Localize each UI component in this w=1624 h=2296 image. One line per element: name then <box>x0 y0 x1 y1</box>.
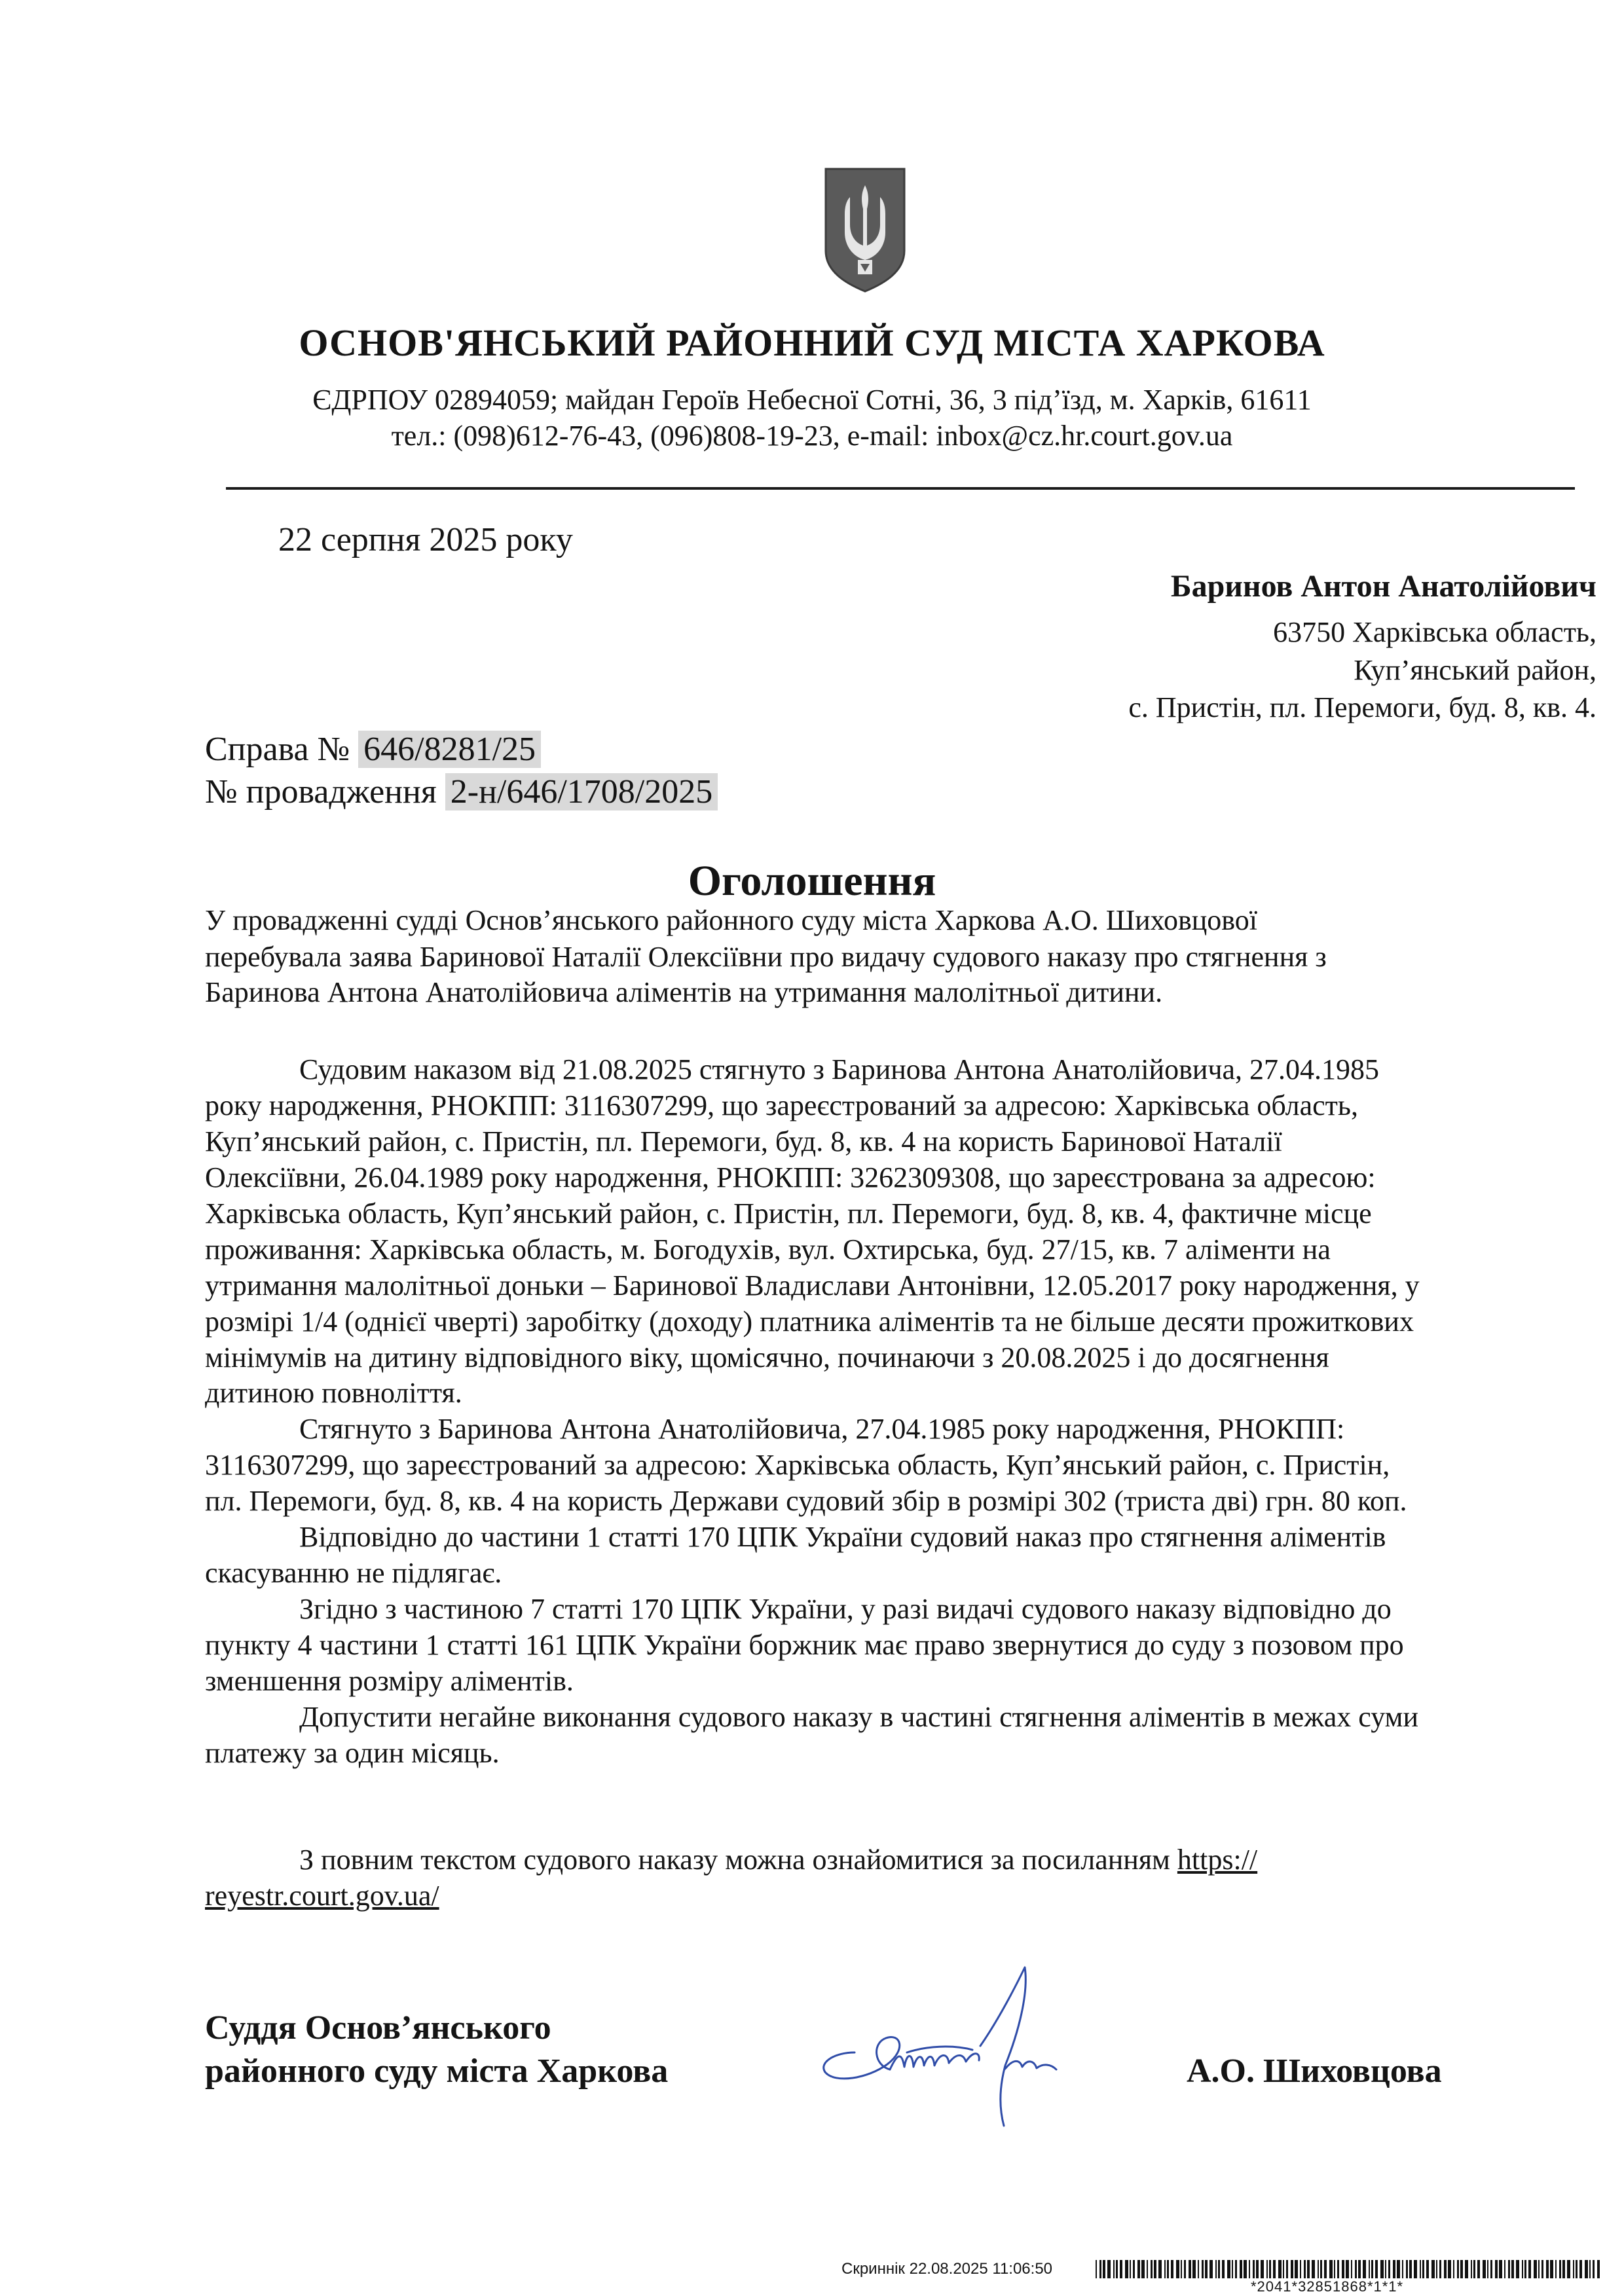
body-line: Відповідно до частини 1 статті 170 ЦПК України судовий наказ про стягнення аліментів <box>299 1521 1386 1553</box>
judge-title-line: районного суду міста Харкова <box>205 2052 669 2090</box>
body-line: Харківська область, Куп’янський район, с. Пристін, пл. Перемоги, буд. 8, кв. 4, фактичне місце <box>205 1197 1372 1230</box>
addressee-address-line: Куп’янський район, <box>1354 654 1596 686</box>
body-line: утримання малолітньої доньки – Баринової Владислави Антонівни, 12.05.2017 року народження, у <box>205 1269 1420 1302</box>
body-line: Олексіївни, 26.04.1989 року народження, РНОКПП: 3262309308, що зареєстрована за адресою: <box>205 1161 1376 1194</box>
registration-stamp: Скриннік 22.08.2025 11:06:50 <box>841 2260 1053 2278</box>
body-line: Баринова Антона Анатолійовича аліментів на утримання малолітньої дитини. <box>205 976 1163 1008</box>
barcode-icon <box>1096 2260 1600 2278</box>
judge-name: А.О. Шиховцова <box>1187 2052 1442 2090</box>
header-divider <box>226 487 1575 490</box>
body-line: розмірі 1/4 (однієї чверті) заробітку (доходу) платника аліментів та не більше десяти прожиткових <box>205 1305 1414 1338</box>
body-line: Стягнуто з Баринова Антона Анатолійовича, 27.04.1985 року народження, РНОКПП: <box>299 1413 1345 1445</box>
body-line: платежу за один місяць. <box>205 1737 500 1769</box>
body-line: пл. Перемоги, буд. 8, кв. 4 на користь Держави судовий збір в розмірі 302 (триста дві) грн. 80 коп. <box>205 1485 1407 1517</box>
document-title: Оголошення <box>688 857 936 905</box>
proceeding-number-line <box>205 773 718 811</box>
body-line: зменшення розміру аліментів. <box>205 1665 574 1697</box>
addressee-name: Баринов Антон Анатолійович <box>1170 569 1596 604</box>
body-line: 3116307299, що зареєстрований за адресою: Харківська область, Куп’янський район, с. Пристін, <box>205 1449 1390 1481</box>
addressee-address-line: с. Пристін, пл. Перемоги, буд. 8, кв. 4. <box>1128 691 1596 723</box>
body-line <box>299 1843 1257 1876</box>
body-line: дитиною повноліття. <box>205 1377 462 1409</box>
registry-link[interactable]: https:// <box>1177 1844 1258 1876</box>
body-line: У провадженні судді Основ’янського районного суду міста Харкова А.О. Шиховцової <box>205 904 1257 936</box>
judge-title-line: Суддя Основ’янського <box>205 2009 551 2047</box>
barcode-number: *2041*32851868*1*1* <box>1251 2278 1404 2295</box>
court-address: ЄДРПОУ 02894059; майдан Героїв Небесної Сотні, 36, 3 під’їзд, м. Харків, 61611 <box>312 384 1312 416</box>
registry-link-continued[interactable]: reyestr.court.gov.ua/ <box>205 1880 439 1912</box>
document-date: 22 серпня 2025 року <box>278 521 573 558</box>
body-line: скасуванню не підлягає. <box>205 1557 502 1589</box>
body-line: Куп’янський район, с. Пристін, пл. Перемоги, буд. 8, кв. 4 на користь Баринової Наталії <box>205 1125 1282 1157</box>
body-text: З повним текстом судового наказу можна ознайомитися за посиланням <box>299 1844 1177 1876</box>
proceeding-label: № провадження <box>205 773 445 811</box>
case-number-line <box>205 730 541 769</box>
body-line <box>205 1879 439 1912</box>
trident-emblem-icon <box>824 167 906 293</box>
body-line: Згідно з частиною 7 статті 170 ЦПК України, у разі видачі судового наказу відповідно до <box>299 1593 1392 1625</box>
body-line: перебувала заява Баринової Наталії Олексіївни про видачу судового наказу про стягнення з <box>205 941 1327 973</box>
body-line: пункту 4 частини 1 статті 161 ЦПК України боржник має право звернутися до суду з позовом про <box>205 1629 1404 1661</box>
body-line: проживання: Харківська область, м. Богодухів, вул. Охтирська, буд. 27/15, кв. 7 аліменти на <box>205 1233 1331 1266</box>
body-line: Судовим наказом від 21.08.2025 стягнуто з Баринова Антона Анатолійовича, 27.04.1985 <box>299 1053 1380 1085</box>
body-line: Допустити негайне виконання судового наказу в частині стягнення аліментів в межах суми <box>299 1701 1419 1733</box>
case-label: Справа № <box>205 731 359 768</box>
court-name: ОСНОВ'ЯНСЬКИЙ РАЙОННИЙ СУД МІСТА ХАРКОВА <box>299 321 1325 364</box>
case-number: 646/8281/25 <box>358 731 541 768</box>
addressee-address-line: 63750 Харківська область, <box>1273 616 1596 648</box>
body-line: мінімумів на дитину відповідного віку, щомісячно, починаючи з 20.08.2025 і до досягнення <box>205 1341 1329 1374</box>
proceeding-number: 2-н/646/1708/2025 <box>445 773 718 811</box>
handwritten-signature <box>809 1954 1090 2138</box>
body-line: року народження, РНОКПП: 3116307299, що зареєстрований за адресою: Харківська область, <box>205 1089 1358 1121</box>
court-contacts: тел.: (098)612-76-43, (096)808-19-23, e-mail: inbox@cz.hr.court.gov.ua <box>391 420 1233 452</box>
